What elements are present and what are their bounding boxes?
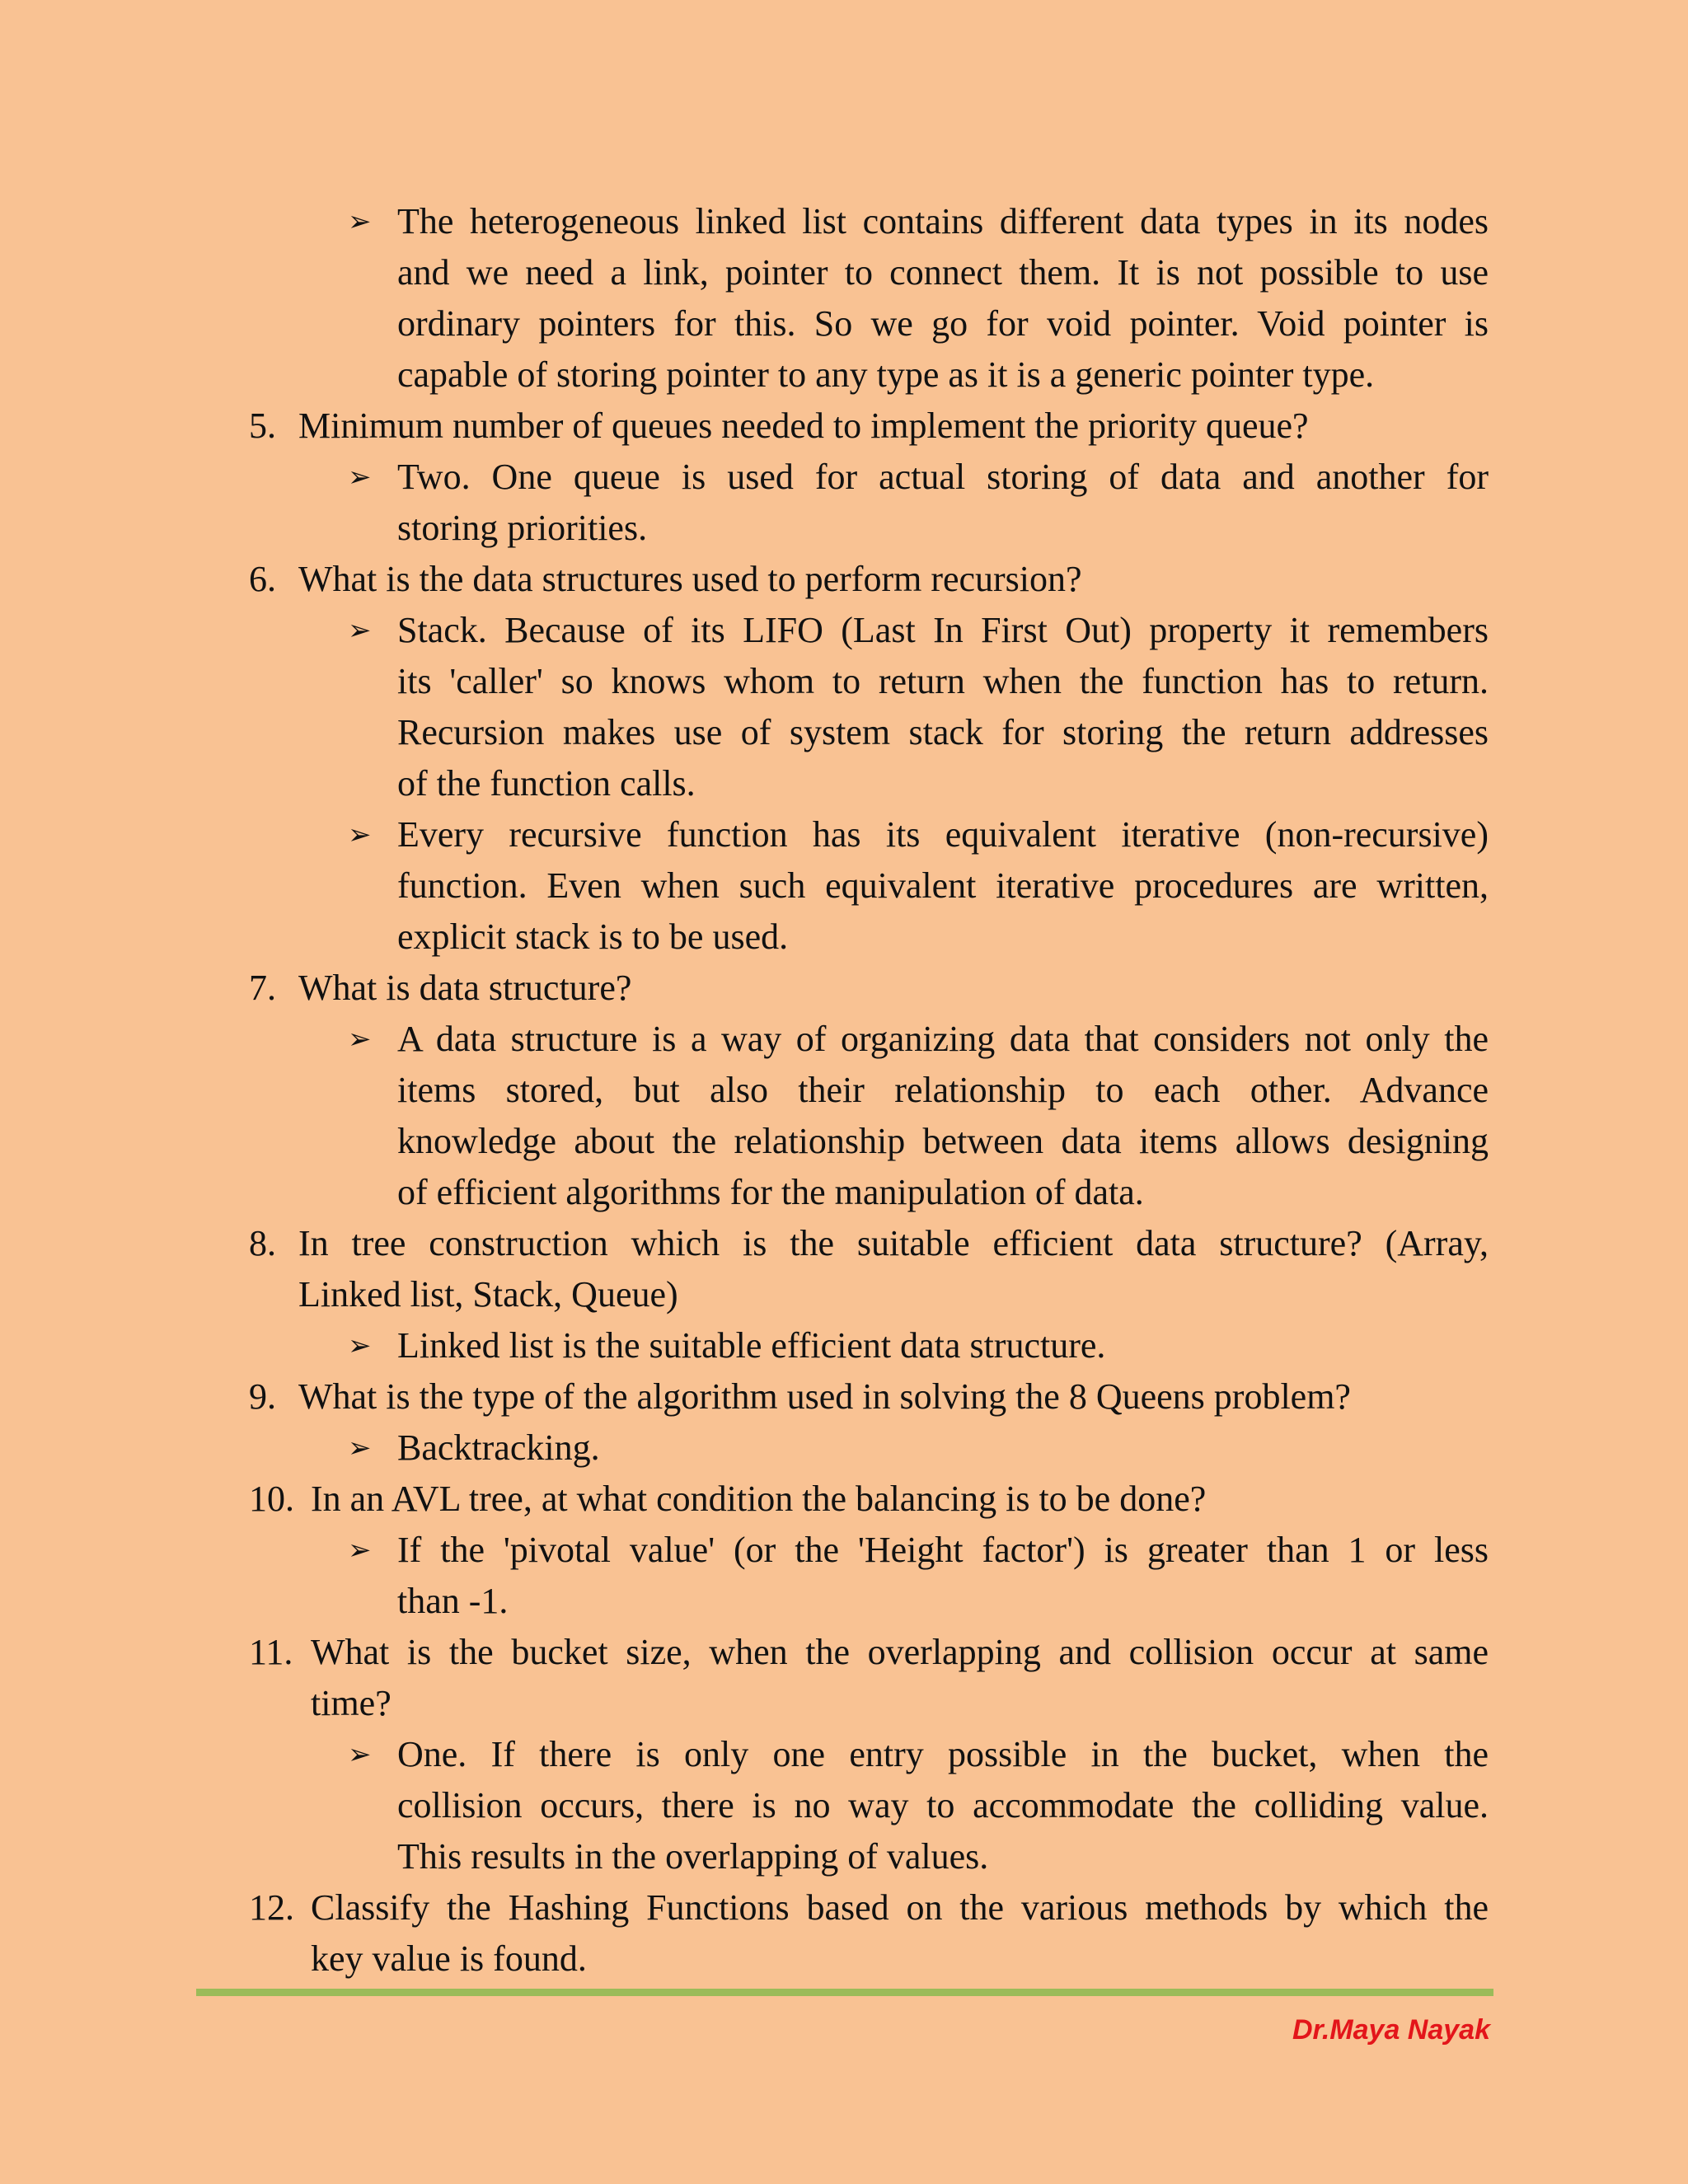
arrow-bullet-icon: ➢	[348, 1023, 372, 1056]
text-line: What is the bucket size, when the overlapping and collision occur at same	[311, 1632, 1489, 1672]
text-line: time?	[311, 1683, 392, 1723]
footer-author: Dr.Maya Nayak	[1292, 2014, 1490, 2046]
text-line: Stack. Because of its LIFO (Last In First Out) property it remembers	[397, 610, 1489, 650]
question-number: 12.	[249, 1887, 294, 1928]
question-number: 8.	[249, 1223, 276, 1263]
text-line: In tree construction which is the suitable efficient data structure? (Array,	[298, 1223, 1489, 1263]
arrow-bullet-icon: ➢	[348, 1738, 372, 1771]
text-line: capable of storing pointer to any type as it is a generic pointer type.	[397, 354, 1375, 395]
text-line: storing priorities.	[397, 508, 648, 548]
text-line: One. If there is only one entry possible in the bucket, when the	[397, 1734, 1489, 1774]
text-line: ordinary pointers for this. So we go for void pointer. Void pointer is	[397, 303, 1489, 344]
text-line: A data structure is a way of organizing data that considers not only the	[397, 1019, 1489, 1059]
text-line: key value is found.	[311, 1938, 587, 1979]
footer-rule	[196, 1989, 1493, 1996]
text-line: its 'caller' so knows whom to return when the function has to return.	[397, 661, 1489, 701]
text-line: This results in the overlapping of values.	[397, 1836, 989, 1877]
text-line: knowledge about the relationship between data items allows designing	[397, 1121, 1489, 1161]
arrow-bullet-icon: ➢	[348, 1534, 372, 1567]
text-line: function. Even when such equivalent iterative procedures are written,	[397, 865, 1489, 906]
text-line: Every recursive function has its equivalent iterative (non-recursive)	[397, 814, 1489, 855]
arrow-bullet-icon: ➢	[348, 818, 372, 851]
arrow-bullet-icon: ➢	[348, 1329, 372, 1362]
text-line: than -1.	[397, 1581, 509, 1621]
text-line: and we need a link, pointer to connect them. It is not possible to use	[397, 252, 1489, 293]
text-line: collision occurs, there is no way to accommodate the colliding value.	[397, 1785, 1489, 1825]
question-number: 7.	[249, 968, 276, 1008]
text-line: What is the type of the algorithm used in solving the 8 Queens problem?	[298, 1376, 1351, 1417]
question-number: 5.	[249, 405, 276, 446]
text-line: explicit stack is to be used.	[397, 916, 789, 957]
text-line: Linked list is the suitable efficient data structure.	[397, 1325, 1106, 1366]
text-line: In an AVL tree, at what condition the balancing is to be done?	[311, 1479, 1207, 1519]
text-line: If the 'pivotal value' (or the 'Height factor') is greater than 1 or less	[397, 1530, 1489, 1570]
text-line: of the function calls.	[397, 763, 696, 804]
arrow-bullet-icon: ➢	[348, 1432, 372, 1465]
arrow-bullet-icon: ➢	[348, 205, 372, 238]
text-line: Backtracking.	[397, 1427, 600, 1468]
text-line: What is data structure?	[298, 968, 632, 1008]
text-line: Minimum number of queues needed to implement the priority queue?	[298, 405, 1309, 446]
text-line: Recursion makes use of system stack for storing the return addresses	[397, 712, 1489, 752]
text-line: items stored, but also their relationship to each other. Advance	[397, 1070, 1489, 1110]
question-number: 6.	[249, 559, 276, 599]
text-line: The heterogeneous linked list contains different data types in its nodes	[397, 201, 1489, 241]
text-line: of efficient algorithms for the manipulation of data.	[397, 1172, 1144, 1212]
question-number: 11.	[249, 1632, 293, 1672]
arrow-bullet-icon: ➢	[348, 614, 372, 647]
text-line: Two. One queue is used for actual storing of data and another for	[397, 457, 1489, 497]
text-line: Linked list, Stack, Queue)	[298, 1274, 678, 1315]
question-number: 10.	[249, 1479, 294, 1519]
question-number: 9.	[249, 1376, 276, 1417]
text-line: What is the data structures used to perform recursion?	[298, 559, 1082, 599]
arrow-bullet-icon: ➢	[348, 461, 372, 494]
text-line: Classify the Hashing Functions based on the various methods by which the	[311, 1887, 1489, 1928]
